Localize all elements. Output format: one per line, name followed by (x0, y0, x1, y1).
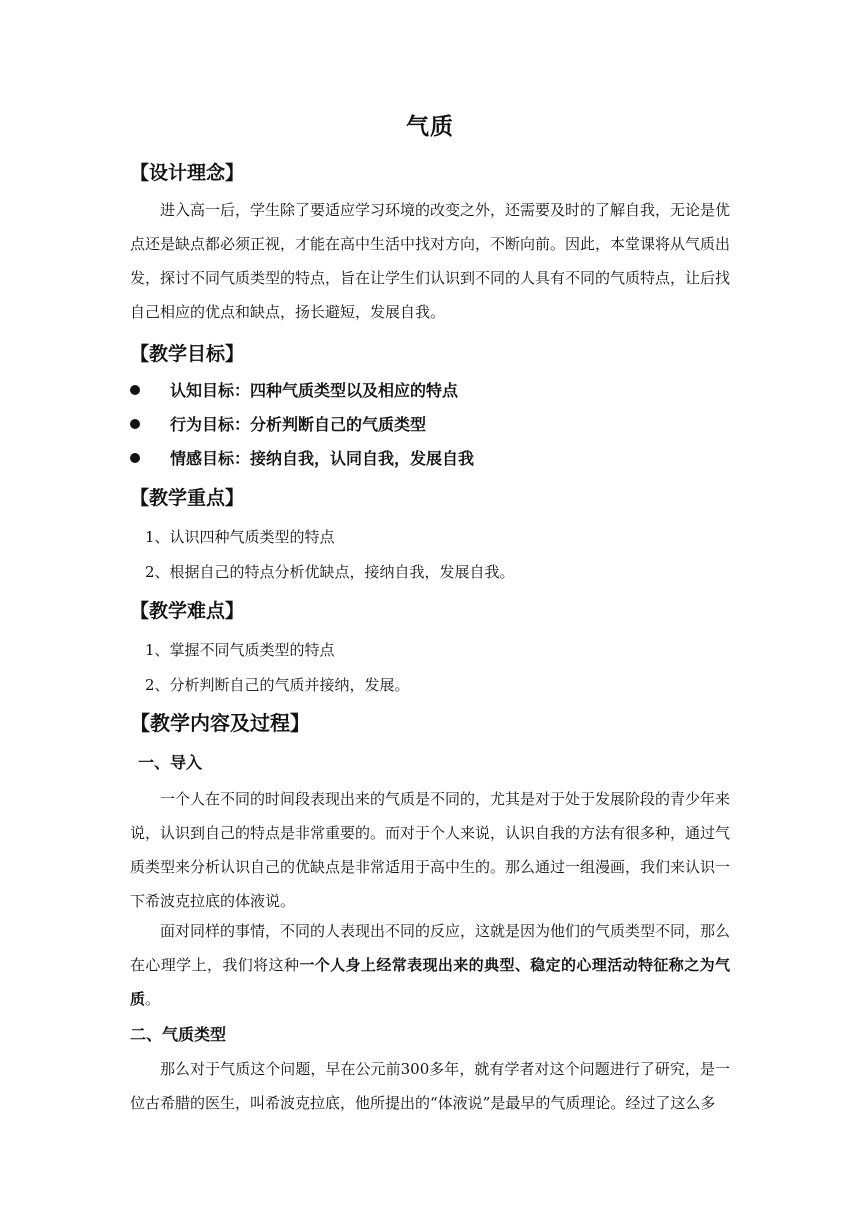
list-item: 1、掌握不同气质类型的特点 (145, 641, 335, 659)
paragraph-intro-2 (130, 914, 730, 1016)
heading-difficult-points: 【教学难点】 (130, 600, 245, 622)
list-item: 2、分析判断自己的气质并接纳，发展。 (145, 676, 410, 694)
bullet-icon (130, 385, 140, 395)
list-item (130, 447, 474, 471)
heading-content-process: 【教学内容及过程】 (130, 711, 310, 735)
list-item: 1、认识四种气质类型的特点 (145, 528, 335, 546)
list-item (130, 379, 458, 403)
list-item (130, 413, 426, 437)
heading-teaching-goals: 【教学目标】 (130, 343, 245, 365)
paragraph-intro-2-start: 面对同样的事情，不同的人表现出不同的反应，这就是因为他们的气质类型不同，那么在心理学上，我们将这种 (130, 922, 731, 974)
heading-key-points: 【教学重点】 (130, 487, 245, 509)
bullet-icon (130, 419, 140, 429)
subheading-intro: 一、导入 (138, 753, 203, 772)
list-item: 2、根据自己的特点分析优缺点，接纳自我，发展自我。 (145, 563, 515, 581)
paragraph-design-concept: 进入高一后，学生除了要适应学习环境的改变之外，还需要及时的了解自我，无论是优点还是缺点都必须正视，才能在高中生活中找对方向，不断向前。因此，本堂课将从气质出发，探讨不同气质类型的特点，旨在让学生们认识到不同的人具有不同的气质特点，让后找自己相应的优点和缺点，扬长避短，发展自我。 (130, 201, 731, 321)
paragraph-intro-1: 一个人在不同的时间段表现出来的气质是不同的，尤其是对于处于发展阶段的青少年来说，认识到自己的特点是非常重要的。而对于个人来说，认识自我的方法有很多种，通过气质类型来分析认识自己的优缺点是非常适用于高中生的。那么通过一组漫画，我们来认识一下希波克拉底的体液说。 (130, 790, 731, 910)
goal-text: 行为目标：分析判断自己的气质类型 (170, 415, 427, 434)
goal-text: 认知目标：四种气质类型以及相应的特点 (170, 381, 459, 400)
bullet-icon (130, 453, 140, 463)
goal-text: 情感目标：接纳自我，认同自我，发展自我 (170, 449, 475, 468)
heading-design-concept: 【设计理念】 (130, 162, 245, 184)
subheading-types: 二、气质类型 (130, 1025, 227, 1044)
paragraph-intro-2-end: 。 (145, 990, 161, 1008)
paragraph-intro-2-bold: 一个人身上经常表现出来的典型、稳定的心理活动特征称之为气质 (130, 956, 730, 1008)
document-title: 气质 (406, 114, 454, 140)
paragraph-types: 那么对于气质这个问题，早在公元前300多年，就有学者对这个问题进行了研究，是一位古希腊的医生，叫希波克拉底，他所提出的“体液说”是最早的气质理论。经过了这么多 (130, 1060, 730, 1112)
